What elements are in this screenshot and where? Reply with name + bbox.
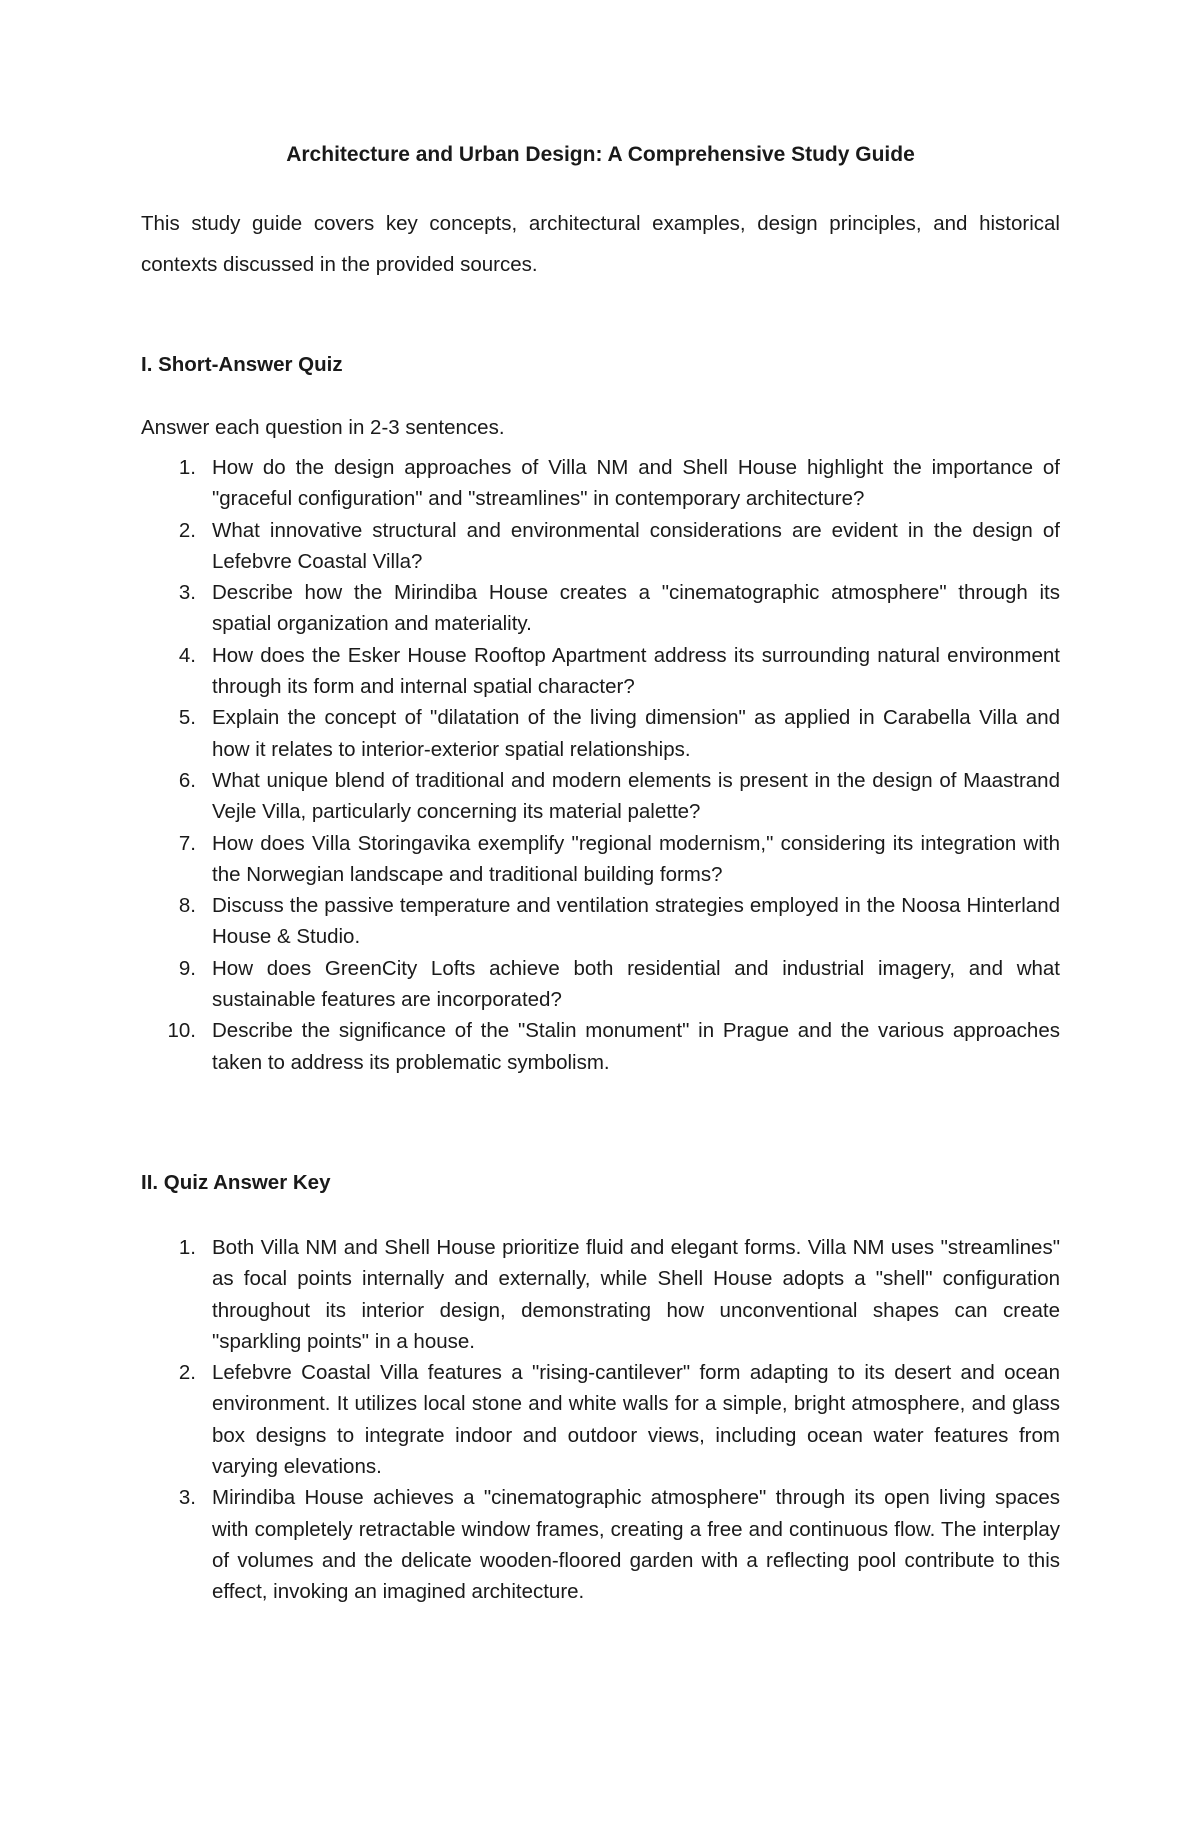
list-item (141, 765, 1060, 828)
item-number: 4. (178, 643, 196, 667)
question-text: What unique blend of traditional and modern elements is present in the design of Maastrand Vejle Villa, particularly concerning its material palette? (212, 768, 1060, 824)
item-number: 6. (178, 768, 196, 792)
intro-paragraph: This study guide covers key concepts, architectural examples, design principles, and historical contexts discussed in the provided sources. (141, 212, 1060, 276)
item-number: 9. (178, 956, 196, 980)
question-text: Explain the concept of "dilatation of the living dimension" as applied in Carabella Villa and how it relates to interior-exterior spatial relationships. (212, 706, 1060, 761)
document-title: Architecture and Urban Design: A Comprehensive Study Guide (286, 143, 915, 166)
question-text: Describe the significance of the "Stalin monument" in Prague and the various approaches taken to address its problematic symbolism. (212, 1019, 1060, 1074)
list-item (141, 1232, 1060, 1357)
item-number: 1. (178, 456, 196, 479)
list-item (141, 515, 1060, 578)
answer-text: Mirindiba House achieves a "cinematographic atmosphere" through its open living spaces with completely retractable window frames, creating a free and continuous flow. The interplay of volumes and the delicate wooden-floored garden with a reflecting pool contribute to this effect, invoking an imagined architecture. (212, 1486, 1060, 1604)
list-item (141, 452, 1060, 515)
answer-text: Lefebvre Coastal Villa features a "rising-cantilever" form adapting to its desert and ocean environment. It utilizes local stone and white walls for a simple, bright atmosphere, and glass box designs to integrate indoor and outdoor views, including ocean water features from varying elevations. (212, 1361, 1060, 1479)
question-text: Discuss the passive temperature and ventilation strategies employed in the Noosa Hinterland House & Studio. (212, 894, 1060, 949)
item-number: 3. (178, 581, 196, 605)
question-text: How do the design approaches of Villa NM and Shell House highlight the importance of "graceful configuration" and "streamlines" in contemporary architecture? (212, 456, 1060, 511)
quiz-instruction: Answer each question in 2-3 sentences. (141, 416, 505, 439)
list-item (141, 890, 1060, 953)
list-item (141, 1357, 1060, 1482)
item-number: 3. (178, 1486, 196, 1510)
item-number: 5. (178, 706, 196, 730)
item-number: 7. (178, 831, 196, 855)
list-item (141, 828, 1060, 891)
quiz-question-list (141, 452, 1060, 1078)
question-text: How does Villa Storingavika exemplify "regional modernism," considering its integration with the Norwegian landscape and traditional building forms? (212, 831, 1060, 886)
item-number: 1. (178, 1236, 196, 1259)
list-item (141, 702, 1060, 765)
question-text: How does the Esker House Rooftop Apartment address its surrounding natural environment through its form and internal spatial character? (212, 643, 1060, 699)
list-item (141, 953, 1060, 1016)
question-text: How does GreenCity Lofts achieve both residential and industrial imagery, and what sustainable features are incorporated? (212, 956, 1060, 1012)
item-number: 8. (178, 894, 196, 918)
item-number: 10. (167, 1019, 196, 1043)
question-text: Describe how the Mirindiba House creates a "cinematographic atmosphere" through its spatial organization and materiality. (212, 581, 1060, 636)
question-text: What innovative structural and environmental considerations are evident in the design of Lefebvre Coastal Villa? (212, 518, 1060, 573)
item-number: 2. (178, 518, 196, 542)
list-item (141, 577, 1060, 640)
section-heading-quiz-answer-key: II. Quiz Answer Key (141, 1171, 331, 1194)
answer-text: Both Villa NM and Shell House prioritize fluid and elegant forms. Villa NM uses "streamlines" as focal points internally and externally, while Shell House adopts a "shell" configuration throughout its interior design, demonstrating how unconventional shapes can create "sparkling points" in a house. (212, 1236, 1060, 1353)
answer-key-list (141, 1232, 1060, 1608)
list-item (141, 1015, 1060, 1078)
list-item (141, 640, 1060, 703)
item-number: 2. (178, 1361, 196, 1385)
section-heading-short-answer-quiz: I. Short-Answer Quiz (141, 353, 343, 376)
list-item (141, 1482, 1060, 1607)
